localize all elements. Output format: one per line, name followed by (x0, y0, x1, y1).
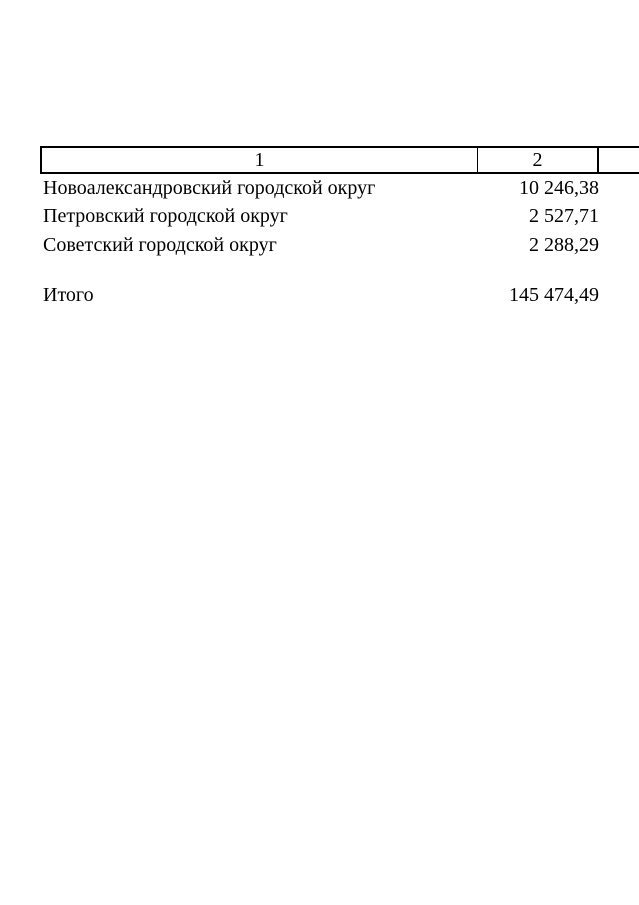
row-name: Петровский городской округ (43, 205, 288, 227)
row-value: 2 288,29 (529, 234, 599, 256)
table-row (40, 203, 599, 230)
table-header-row (40, 146, 639, 174)
row-value: 2 527,71 (529, 205, 599, 227)
header-cell-column-1: 1 (40, 148, 478, 172)
table-row (40, 175, 599, 202)
header-cell-column-2: 2 (478, 148, 599, 172)
row-value: 10 246,38 (519, 177, 599, 199)
row-name: Советский городской округ (43, 234, 277, 256)
total-row (40, 282, 599, 309)
table-row (40, 232, 599, 259)
total-value: 145 474,49 (509, 284, 599, 306)
total-label: Итого (43, 284, 94, 306)
header-cell-column-3 (599, 148, 639, 172)
row-name: Новоалександровский городской округ (43, 177, 376, 199)
